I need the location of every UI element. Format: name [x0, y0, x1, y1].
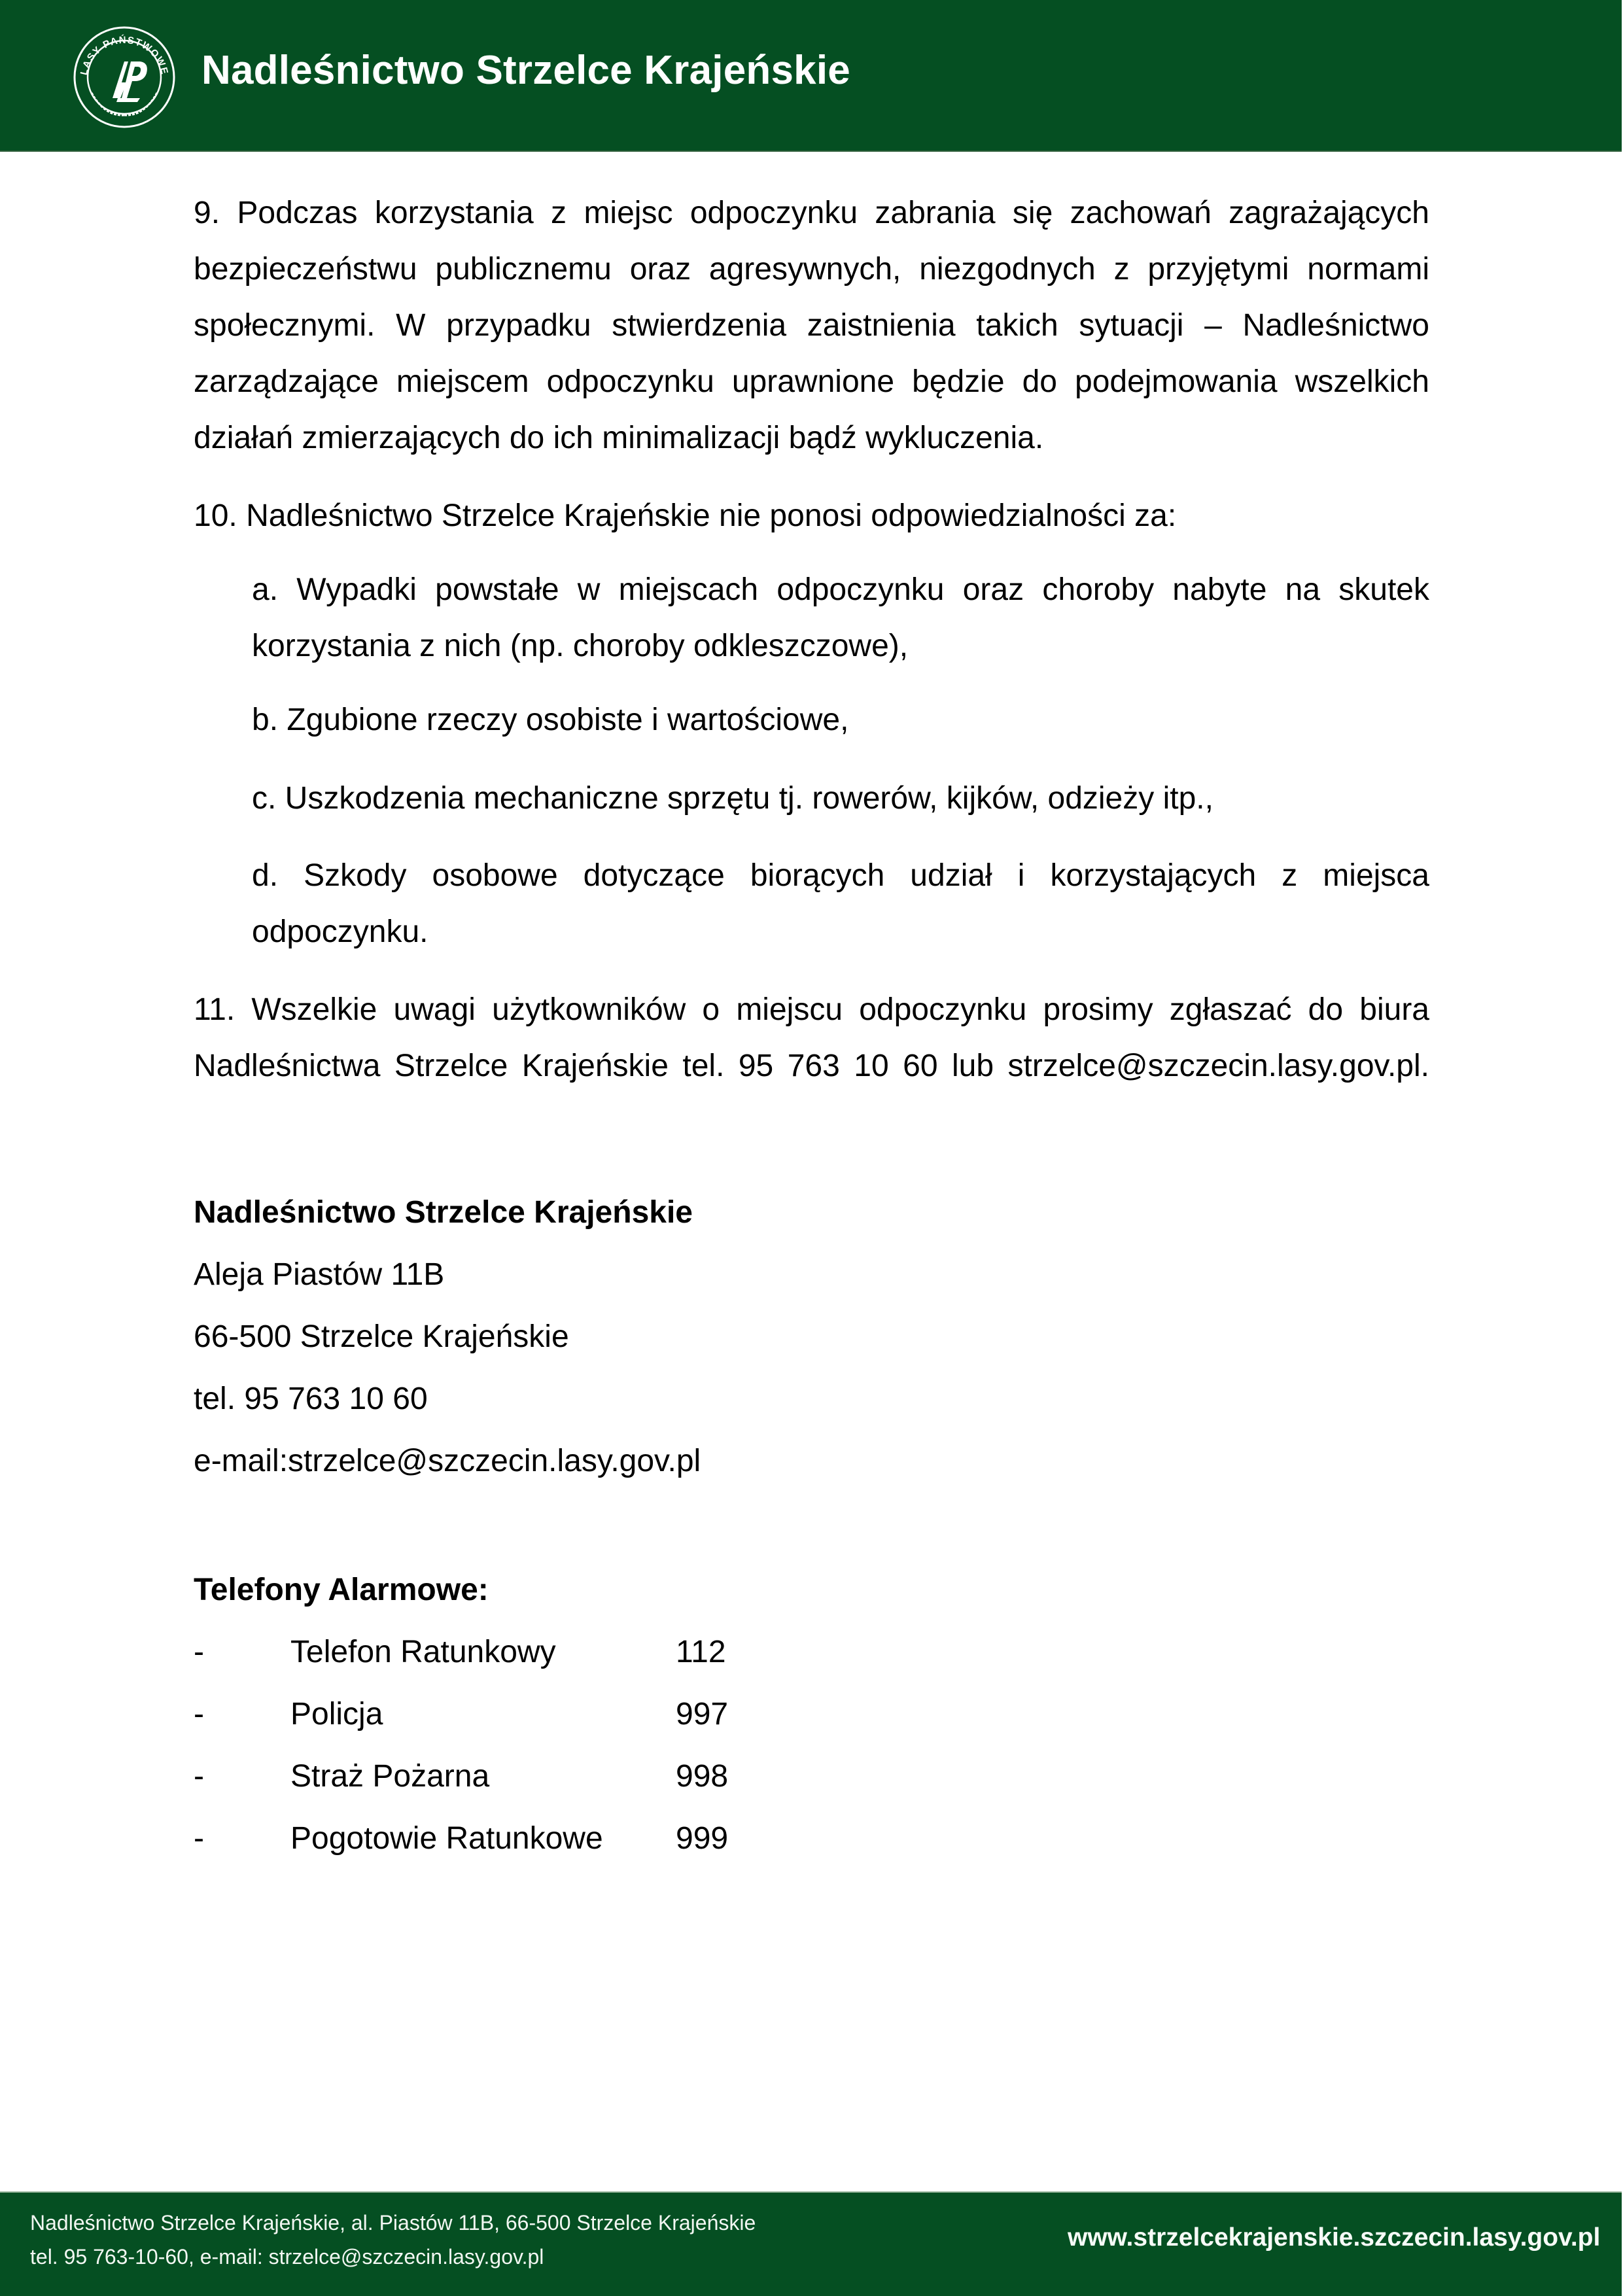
paragraph-line: bezpieczeństwu publicznemu oraz agresywnych, niezgodnych z przyjętymi normami — [194, 252, 1429, 287]
page-header — [0, 0, 1622, 152]
footer-website-link[interactable]: www.strzelcekrajenskie.szczecin.lasy.gov.pl — [1068, 2223, 1601, 2252]
paragraph-intro: 10. Nadleśnictwo Strzelce Krajeńskie nie ponosi odpowiedzialności za: — [194, 498, 1177, 533]
list-item-a-cont: korzystania z nich (np. choroby odkleszczowe), — [252, 629, 909, 663]
bullet-dash: - — [194, 1821, 204, 1856]
emergency-label: Pogotowie Ratunkowe — [290, 1821, 603, 1856]
list-item-d: d. Szkody osobowe dotyczące biorących udział i korzystających z miejsca — [252, 858, 1429, 893]
svg-text:LASY PAŃSTWOWE: LASY PAŃSTWOWE — [78, 34, 171, 77]
paragraph-line: 11. Wszelkie uwagi użytkowników o miejscu odpoczynku prosimy zgłaszać do biura — [194, 992, 1429, 1027]
header-title: Nadleśnictwo Strzelce Krajeńskie — [201, 48, 850, 93]
bullet-dash: - — [194, 1635, 204, 1669]
bullet-dash: - — [194, 1697, 204, 1731]
bullet-dash: - — [194, 1759, 204, 1794]
address-city: 66-500 Strzelce Krajeńskie — [194, 1319, 569, 1354]
address-email[interactable]: e-mail:strzelce@szczecin.lasy.gov.pl — [194, 1444, 701, 1478]
emergency-number: 998 — [676, 1759, 729, 1794]
emergency-number: 997 — [676, 1697, 729, 1731]
paragraph-line: społecznymi. W przypadku stwierdzenia zaistnienia takich sytuacji – Nadleśnictwo — [194, 308, 1429, 343]
paragraph-line: zarządzające miejscem odpoczynku uprawnione będzie do podejmowania wszelkich — [194, 364, 1429, 399]
emergency-number: 112 — [676, 1635, 726, 1669]
address-name: Nadleśnictwo Strzelce Krajeńskie — [194, 1195, 693, 1230]
emergency-number: 999 — [676, 1821, 729, 1856]
emergency-title: Telefony Alarmowe: — [194, 1573, 489, 1607]
paragraph-line: działań zmierzających do ich minimalizacji bądź wykluczenia. — [194, 421, 1044, 455]
list-item-c: c. Uszkodzenia mechaniczne sprzętu tj. rowerów, kijków, odzieży itp., — [252, 781, 1213, 816]
footer-address: Nadleśnictwo Strzelce Krajeńskie, al. Piastów 11B, 66-500 Strzelce Krajeńskie — [30, 2211, 756, 2235]
address-street: Aleja Piastów 11B — [194, 1257, 445, 1292]
list-item-a: a. Wypadki powstałe w miejscach odpoczynku oraz choroby nabyte na skutek — [252, 572, 1429, 607]
footer-contact: tel. 95 763-10-60, e-mail: strzelce@szczecin.lasy.gov.pl — [30, 2245, 544, 2269]
list-item-b: b. Zgubione rzeczy osobiste i wartościowe, — [252, 703, 849, 737]
paragraph-line: Nadleśnictwa Strzelce Krajeńskie tel. 95 763 10 60 lub strzelce@szczecin.lasy.gov.pl. — [194, 1049, 1429, 1083]
emergency-label: Telefon Ratunkowy — [290, 1635, 556, 1669]
lasy-panstwowe-logo-icon — [72, 25, 177, 130]
emergency-label: Policja — [290, 1697, 383, 1731]
emergency-label: Straż Pożarna — [290, 1759, 490, 1794]
paragraph-line: 9. Podczas korzystania z miejsc odpoczynku zabrania się zachowań zagrażających — [194, 196, 1429, 230]
address-phone: tel. 95 763 10 60 — [194, 1382, 428, 1416]
list-item-d-cont: odpoczynku. — [252, 914, 428, 949]
